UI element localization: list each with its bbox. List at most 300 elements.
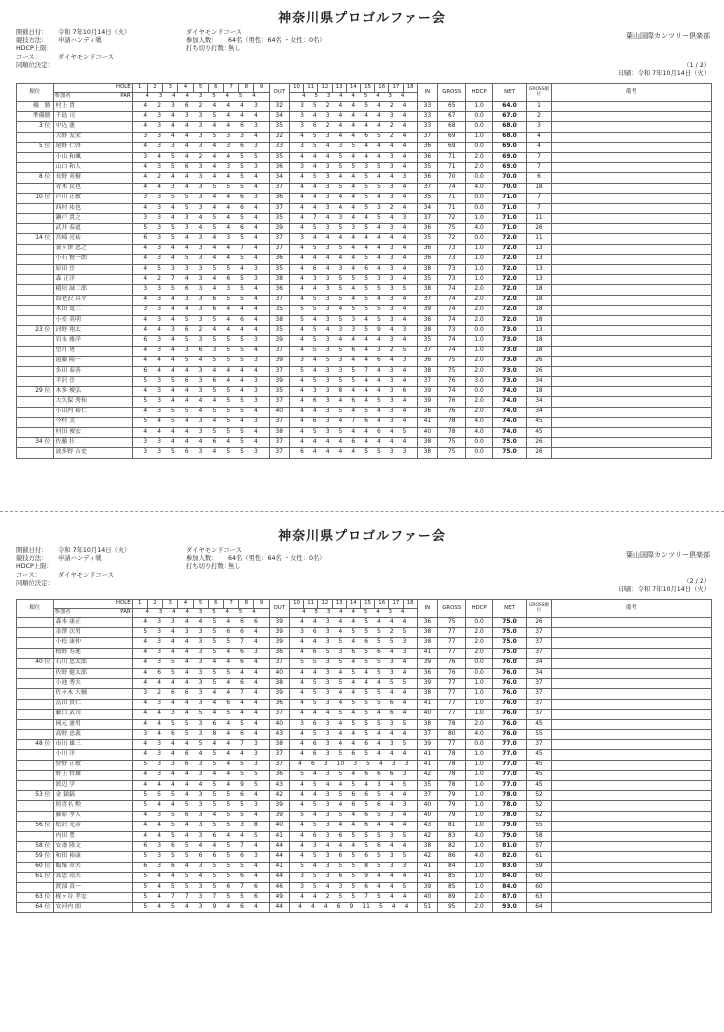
player-name: 渡辺 学 (53, 781, 132, 791)
gross-cell: 74 (438, 183, 466, 193)
in-scores: 3 6 3 4 5 5 5 2 5 (289, 628, 417, 638)
out-total: 37 (269, 448, 289, 458)
player-name: 金 鎮鎬 (53, 791, 132, 801)
remarks-cell (551, 842, 711, 852)
table-row (17, 346, 712, 356)
table-row (17, 821, 712, 831)
in-header: IN (417, 600, 437, 618)
in-scores: 4 6 3 4 4 6 4 3 5 (289, 740, 417, 750)
in-total: 37 (417, 730, 437, 740)
rank-cell: 63 位 (17, 893, 54, 903)
in-total: 41 (417, 760, 437, 770)
out-scores: 3 3 5 6 3 4 5 5 3 (132, 448, 269, 458)
hdcp-cell: 1.0 (466, 346, 492, 356)
rank-cell (17, 781, 54, 791)
gross-cell: 67 (438, 112, 466, 122)
remarks-cell (551, 407, 711, 417)
in-scores: 3 4 3 4 4 4 4 3 4 (289, 112, 417, 122)
hdcp-cell: 3.0 (466, 377, 492, 387)
in-scores: 4 5 3 4 4 6 4 4 4 (289, 821, 417, 831)
gross-cell: 74 (438, 305, 466, 315)
in-total: 37 (417, 183, 437, 193)
in-scores: 4 4 4 5 4 5 4 6 4 (289, 709, 417, 719)
in-scores: 4 5 3 5 5 4 4 3 4 (289, 377, 417, 387)
out-total: 39 (269, 811, 289, 821)
table-row (17, 699, 712, 709)
out-total: 43 (269, 730, 289, 740)
gross-cell: 74 (438, 295, 466, 305)
out-total: 35 (269, 152, 289, 162)
table-row (17, 122, 712, 132)
out-scores: 5 3 5 6 3 6 4 4 3 (132, 377, 269, 387)
remarks-cell (551, 709, 711, 719)
in-total: 37 (417, 346, 437, 356)
net-cell: 78.0 (492, 801, 526, 811)
remarks-cell (551, 295, 711, 305)
remarks-cell (551, 628, 711, 638)
in-total: 41 (417, 699, 437, 709)
out-scores: 3 3 4 3 4 5 4 5 4 (132, 214, 269, 224)
gross-cell: 74 (438, 315, 466, 325)
player-name: 佐野 健太郎 (53, 668, 132, 678)
in-scores: 4 5 3 4 4 5 4 4 3 (289, 173, 417, 183)
in-scores: 5 5 3 4 5 5 5 3 4 (289, 305, 417, 315)
hole-number: 13 (332, 84, 346, 93)
in-scores: 4 6 4 3 4 6 4 3 4 (289, 265, 417, 275)
remarks-cell (551, 831, 711, 841)
remarks-cell (551, 336, 711, 346)
hole-number: 14 (346, 600, 360, 609)
net-cell: 81.0 (492, 842, 526, 852)
out-total: 36 (269, 163, 289, 173)
in-scores: 4 4 3 5 4 5 4 3 4 (289, 407, 417, 417)
player-name: 大野 友栄 (53, 132, 132, 142)
gross-rank-cell: 7 (527, 163, 551, 173)
hdcp-cell: 1.0 (466, 102, 492, 112)
table-row (17, 326, 712, 336)
player-label: 参加者 (54, 93, 71, 100)
in-total: 41 (417, 417, 437, 427)
remarks-cell (551, 387, 711, 397)
player-name: 真忠 靖夫 (53, 872, 132, 882)
in-scores: 4 4 4 6 9 11 5 4 4 (289, 903, 417, 913)
remarks-cell (551, 770, 711, 780)
out-total: 40 (269, 719, 289, 729)
net-cell: 77.0 (492, 740, 526, 750)
gross-rank-cell: 26 (527, 438, 551, 448)
gross-cell: 78 (438, 781, 466, 791)
net-cell: 70.0 (492, 183, 526, 193)
in-total: 35 (417, 234, 437, 244)
rank-cell: 準優勝 (17, 112, 54, 122)
net-cell: 84.0 (492, 872, 526, 882)
in-total: 40 (417, 811, 437, 821)
table-row (17, 852, 712, 862)
out-total: 37 (269, 417, 289, 427)
out-total: 36 (269, 699, 289, 709)
in-scores: 4 4 2 5 5 7 5 4 4 (289, 893, 417, 903)
table-row (17, 882, 712, 892)
in-total: 39 (417, 387, 437, 397)
in-scores: 5 4 3 5 5 8 5 3 3 (289, 862, 417, 872)
in-total: 41 (417, 750, 437, 760)
out-total: 37 (269, 709, 289, 719)
hdcp-cell: 4.0 (466, 730, 492, 740)
hole-label: HOLE (53, 600, 132, 609)
hole-number: 9 (254, 84, 269, 93)
gross-rank-cell: 37 (527, 699, 551, 709)
net-cell: 70.0 (492, 173, 526, 183)
hdcp-cell: 2.0 (466, 366, 492, 376)
par-in: 4 5 3 4 4 5 4 3 4 (289, 93, 417, 102)
rank-cell (17, 152, 54, 162)
hdcp-cell: 0.0 (466, 668, 492, 678)
out-scores: 6 3 5 4 3 4 3 5 4 (132, 234, 269, 244)
player-name: 千島 司 (53, 112, 132, 122)
remarks-cell (551, 791, 711, 801)
table-row (17, 173, 712, 183)
gross-rank-cell: 52 (527, 801, 551, 811)
remarks-cell (551, 142, 711, 152)
gross-cell: 76 (438, 668, 466, 678)
gross-cell: 74 (438, 285, 466, 295)
out-total: 32 (269, 132, 289, 142)
hole-number: 7 (223, 600, 238, 609)
in-scores: 4 6 3 6 5 5 5 3 5 (289, 831, 417, 841)
gross-cell: 85 (438, 872, 466, 882)
hdcp-cell: 1.0 (466, 801, 492, 811)
hole-number: 16 (375, 84, 389, 93)
remarks-cell (551, 122, 711, 132)
in-scores: 4 6 3 5 6 5 4 4 4 (289, 750, 417, 760)
out-scores: 5 3 3 6 3 5 4 5 3 (132, 760, 269, 770)
in-total: 41 (417, 872, 437, 882)
in-scores: 4 5 3 5 3 5 4 3 4 (289, 224, 417, 234)
hdcp-cell: 1.0 (466, 750, 492, 760)
in-total: 36 (417, 152, 437, 162)
hdcp-cell: 1.0 (466, 275, 492, 285)
in-total: 36 (417, 254, 437, 264)
gross-cell: 77 (438, 689, 466, 699)
in-scores: 4 5 3 5 4 4 6 4 5 (289, 428, 417, 438)
gross-rank-cell: 18 (527, 305, 551, 315)
gross-rank-cell: 58 (527, 831, 551, 841)
net-cell: 72.0 (492, 234, 526, 244)
out-scores: 4 5 3 3 3 5 5 4 3 (132, 265, 269, 275)
gross-cell: 78 (438, 760, 466, 770)
out-scores: 4 3 3 4 4 5 4 6 6 (132, 618, 269, 628)
player-name: 波多野 吉史 (53, 448, 132, 458)
player-name: 小松 康仲 (53, 638, 132, 648)
table-row (17, 438, 712, 448)
player-name: 市川 雄三 (53, 740, 132, 750)
out-total: 37 (269, 203, 289, 213)
in-total: 40 (417, 801, 437, 811)
in-scores: 5 4 3 5 4 6 6 6 3 (289, 770, 417, 780)
out-total: 42 (269, 791, 289, 801)
gross-rank-cell: 45 (527, 417, 551, 427)
remarks-cell (551, 811, 711, 821)
player-name: 西村 祐也 (53, 203, 132, 213)
net-cell: 72.0 (492, 275, 526, 285)
in-scores: 4 4 3 4 4 5 3 2 4 (289, 203, 417, 213)
gross-rank-cell: 18 (527, 346, 551, 356)
in-scores: 3 4 3 5 5 3 5 3 4 (289, 163, 417, 173)
net-cell: 76.0 (492, 668, 526, 678)
net-cell: 73.0 (492, 366, 526, 376)
rank-cell: 14 位 (17, 234, 54, 244)
in-total: 33 (417, 102, 437, 112)
gross-rank-cell: 13 (527, 254, 551, 264)
out-scores: 3 4 6 5 3 8 4 6 4 (132, 730, 269, 740)
remarks-cell (551, 244, 711, 254)
rank-cell (17, 448, 54, 458)
in-scores: 4 5 3 5 6 4 3 2 5 (289, 346, 417, 356)
gross-cell: 73 (438, 326, 466, 336)
out-total: 37 (269, 760, 289, 770)
in-total: 36 (417, 244, 437, 254)
in-total: 38 (417, 438, 437, 448)
net-cell: 74.0 (492, 428, 526, 438)
out-total: 40 (269, 821, 289, 831)
rank-cell (17, 709, 54, 719)
player-name: 松沢 光彦 (53, 821, 132, 831)
hdcp-header: HDCP (466, 600, 492, 618)
hdcp-cell: 1.0 (466, 781, 492, 791)
net-cell: 73.0 (492, 346, 526, 356)
player-name: 大久保 秀和 (53, 397, 132, 407)
in-total: 38 (417, 638, 437, 648)
out-scores: 4 3 4 6 4 5 4 4 3 (132, 750, 269, 760)
hdcp-cell: 1.0 (466, 689, 492, 699)
remarks-cell (551, 679, 711, 689)
out-total: 37 (269, 658, 289, 668)
player-header (53, 609, 132, 618)
remarks-cell (551, 214, 711, 224)
remarks-cell (551, 781, 711, 791)
hole-number: 5 (193, 600, 208, 609)
out-scores: 5 4 4 5 3 5 5 5 3 (132, 801, 269, 811)
rank-cell: 8 位 (17, 173, 54, 183)
table-row (17, 719, 712, 729)
gross-cell: 69 (438, 132, 466, 142)
gross-rank-cell: 18 (527, 183, 551, 193)
hole-number: 7 (223, 84, 238, 93)
hole-number: 18 (403, 600, 417, 609)
hole-number: 10 (289, 84, 303, 93)
in-scores: 5 4 3 5 3 4 5 3 4 (289, 315, 417, 325)
remarks-header: 備考 (551, 600, 711, 618)
gross-rank-cell: 13 (527, 265, 551, 275)
rank-cell: 58 位 (17, 842, 54, 852)
gross-cell: 75 (438, 438, 466, 448)
in-total: 38 (417, 842, 437, 852)
remarks-cell (551, 234, 711, 244)
hdcp-cell: 0.0 (466, 438, 492, 448)
player-name: 安河内 朗 (53, 903, 132, 913)
net-cell: 75.0 (492, 448, 526, 458)
out-scores: 4 4 3 6 2 4 4 4 4 (132, 326, 269, 336)
remarks-cell (551, 346, 711, 356)
out-scores: 4 3 4 3 3 6 5 5 4 (132, 295, 269, 305)
gross-rank-cell: 18 (527, 336, 551, 346)
gross-cell: 75 (438, 224, 466, 234)
rank-cell (17, 699, 54, 709)
player-name: 内田 豊 (53, 831, 132, 841)
gross-header: GROSS (438, 600, 466, 618)
hdcp-cell: 0.0 (466, 112, 492, 122)
hdcp-cell: 0.0 (466, 448, 492, 458)
remarks-cell (551, 882, 711, 892)
rank-cell (17, 397, 54, 407)
player-name: 瀬戸 貴之 (53, 214, 132, 224)
rank-cell: 59 位 (17, 852, 54, 862)
gross-cell: 79 (438, 801, 466, 811)
gross-cell: 77 (438, 628, 466, 638)
net-cell: 72.0 (492, 254, 526, 264)
gross-rank-cell: 18 (527, 285, 551, 295)
rank-cell (17, 417, 54, 427)
table-row (17, 638, 712, 648)
gross-cell: 85 (438, 882, 466, 892)
player-name: 多田 泰善 (53, 366, 132, 376)
remarks-cell (551, 397, 711, 407)
net-cell: 77.0 (492, 760, 526, 770)
out-total: 35 (269, 265, 289, 275)
in-scores: 4 7 4 3 4 4 5 4 3 (289, 214, 417, 224)
hdcp-cell: 2.0 (466, 315, 492, 325)
out-scores: 4 4 3 4 5 4 5 4 4 (132, 709, 269, 719)
gross-rank-cell: 37 (527, 689, 551, 699)
net-cell: 64.0 (492, 102, 526, 112)
hdcp-cell: 1.0 (466, 132, 492, 142)
table-row (17, 244, 712, 254)
hdcp-cell: 0.0 (466, 234, 492, 244)
par-out: 4 3 4 4 3 5 4 5 4 (132, 609, 269, 618)
in-total: 41 (417, 862, 437, 872)
net-cell: 83.0 (492, 862, 526, 872)
hdcp-cell: 2.0 (466, 638, 492, 648)
in-scores: 3 6 2 4 4 4 4 2 4 (289, 122, 417, 132)
hdcp-cell: 4.0 (466, 852, 492, 862)
hole-number: 3 (163, 84, 178, 93)
in-total: 36 (417, 407, 437, 417)
hdcp-cell: 1.0 (466, 811, 492, 821)
in-total: 38 (417, 265, 437, 275)
player-name: 小山内 裕仁 (53, 407, 132, 417)
gross-cell: 71 (438, 152, 466, 162)
out-scores: 4 4 3 4 3 5 5 5 4 (132, 183, 269, 193)
out-total: 35 (269, 326, 289, 336)
results-page-2 (0, 520, 724, 1032)
gross-rank-cell: 45 (527, 750, 551, 760)
out-total: 39 (269, 224, 289, 234)
out-total: 44 (269, 852, 289, 862)
out-total: 39 (269, 801, 289, 811)
in-total: 40 (417, 709, 437, 719)
hdcp-cell: 0.0 (466, 740, 492, 750)
in-scores: 4 4 3 4 4 5 4 4 4 (289, 618, 417, 628)
player-name: 岩永 雅洋 (53, 336, 132, 346)
out-scores: 4 3 4 5 3 4 4 5 4 (132, 254, 269, 264)
hdcp-cell: 2.0 (466, 295, 492, 305)
net-cell: 76.0 (492, 658, 526, 668)
in-total: 38 (417, 448, 437, 458)
gross-cell: 77 (438, 679, 466, 689)
out-total: 36 (269, 193, 289, 203)
rank-cell (17, 377, 54, 387)
gross-rank-cell: 34 (527, 407, 551, 417)
table-row (17, 872, 712, 882)
table-row (17, 842, 712, 852)
net-cell: 72.0 (492, 244, 526, 254)
gross-rank-cell: 2 (527, 112, 551, 122)
hdcp-cell: 2.0 (466, 397, 492, 407)
gross-cell: 76 (438, 407, 466, 417)
rank-cell (17, 275, 54, 285)
player-name: 木多 俊弘 (53, 387, 132, 397)
hdcp-cell: 1.0 (466, 760, 492, 770)
net-cell: 76.0 (492, 709, 526, 719)
gross-rank-cell: 64 (527, 903, 551, 913)
out-scores: 4 3 5 6 3 4 5 5 4 (132, 811, 269, 821)
gross-rank-cell: 18 (527, 387, 551, 397)
hdcp-cell: 4.0 (466, 428, 492, 438)
rank-cell (17, 719, 54, 729)
table-row (17, 428, 712, 438)
hole-number: 1 (132, 600, 147, 609)
event-info-right: ダイヤモンドコース 参加人数： 64名（男性：64名 ・女性：0名） 打ち切り打数：無し (186, 29, 326, 53)
gross-cell: 76 (438, 397, 466, 407)
gross-rank-cell: 11 (527, 234, 551, 244)
out-total: 37 (269, 346, 289, 356)
rank-cell: 10 位 (17, 193, 54, 203)
table-row (17, 132, 712, 142)
remarks-cell (551, 203, 711, 213)
remarks-header: 備考 (551, 84, 711, 102)
net-cell: 75.0 (492, 618, 526, 628)
remarks-cell (551, 852, 711, 862)
in-scores: 4 5 3 5 4 5 4 3 4 (289, 295, 417, 305)
table-row (17, 295, 712, 305)
gross-rank-cell: 26 (527, 224, 551, 234)
table-row (17, 377, 712, 387)
gross-rank-cell: 45 (527, 428, 551, 438)
out-scores: 4 3 4 3 6 3 5 5 4 (132, 346, 269, 356)
rank-header: 順位 (17, 84, 54, 102)
in-scores: 4 4 4 4 4 5 4 3 4 (289, 254, 417, 264)
out-scores: 4 3 4 4 3 5 5 7 4 (132, 638, 269, 648)
out-scores: 5 4 5 5 3 5 6 7 6 (132, 882, 269, 892)
rank-cell (17, 638, 54, 648)
in-scores: 4 5 4 4 5 4 3 4 5 (289, 781, 417, 791)
table-row (17, 203, 712, 213)
rank-cell (17, 801, 54, 811)
table-row (17, 760, 712, 770)
score-table (16, 83, 712, 459)
out-scores: 4 6 5 4 3 5 5 4 4 (132, 668, 269, 678)
out-total: 37 (269, 438, 289, 448)
in-total: 33 (417, 122, 437, 132)
remarks-cell (551, 648, 711, 658)
player-name: 海老沢 昌平 (53, 295, 132, 305)
rank-cell (17, 356, 54, 366)
gross-rank-cell: 37 (527, 628, 551, 638)
remarks-cell (551, 112, 711, 122)
player-name: 野上 哲雄 (53, 770, 132, 780)
gross-rank-cell: 45 (527, 760, 551, 770)
in-scores: 4 6 3 4 7 6 4 3 4 (289, 417, 417, 427)
